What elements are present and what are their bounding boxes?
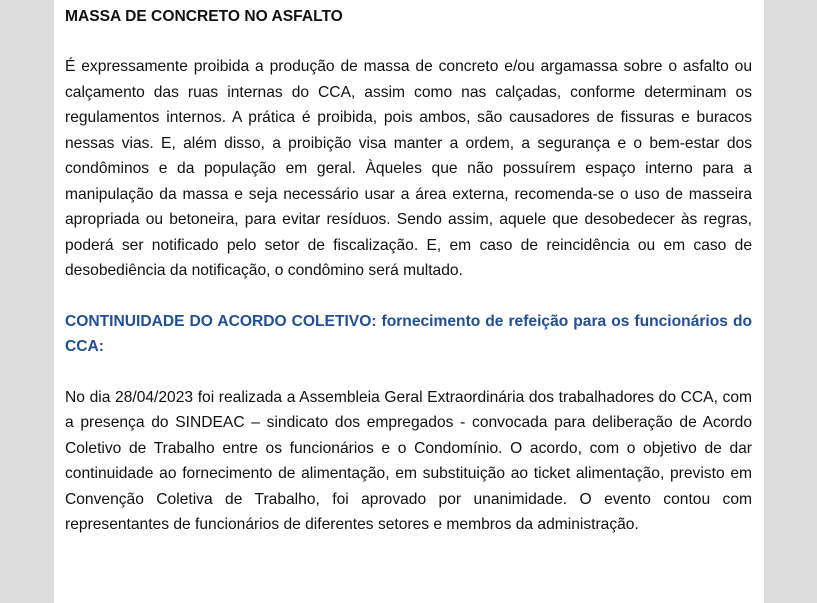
section-body-collective-agreement: No dia 28/04/2023 foi realizada a Assembleia Geral Extraordinária dos trabalhadores do CCA, com a presença do SINDEAC – sindicato dos empregados - convocada para deliberação de Acordo Coletivo de Trabalho entre os funcionários e o Condomínio. O acordo, com o objetivo de dar continuidade ao fornecimento de alimentação, em substituição ao ticket alimentação, previsto em Convenção Coletiva de Trabalho, foi aprovado por unanimidade. O evento contou com representantes de funcionários de diferentes setores e membros da administração.	[65, 388, 752, 533]
section-title-concrete: MASSA DE CONCRETO NO ASFALTO	[65, 8, 343, 25]
section-body-concrete: É expressamente proibida a produção de massa de concreto e/ou argamassa sobre o asfalto ou calçamento das ruas internas do CCA, assim como nas calçadas, conforme determinam os regulamentos internos. A prática é proibida, pois ambos, são causadores de fissuras e buracos nessas vias. E, além disso, a proibição visa manter a ordem, a segurança e o bem-estar dos condôminos e da população em geral. Àqueles que não possuírem espaço interno para a manipulação da massa e seja necessário usar a área externa, recomenda-se o uso de masseira apropriada ou betoneira, para evitar resíduos. Sendo assim, aquele que desobedecer às regras, poderá ser notificado pelo setor de fiscalização. E, em caso de reincidência ou em caso de desobediência da notificação, o condômino será multado.	[65, 58, 752, 279]
document-page	[54, 0, 764, 603]
document-content	[65, 4, 752, 538]
section-title-collective-agreement: CONTINUIDADE DO ACORDO COLETIVO: fornecimento de refeição para os funcionários do CCA:	[65, 312, 752, 355]
